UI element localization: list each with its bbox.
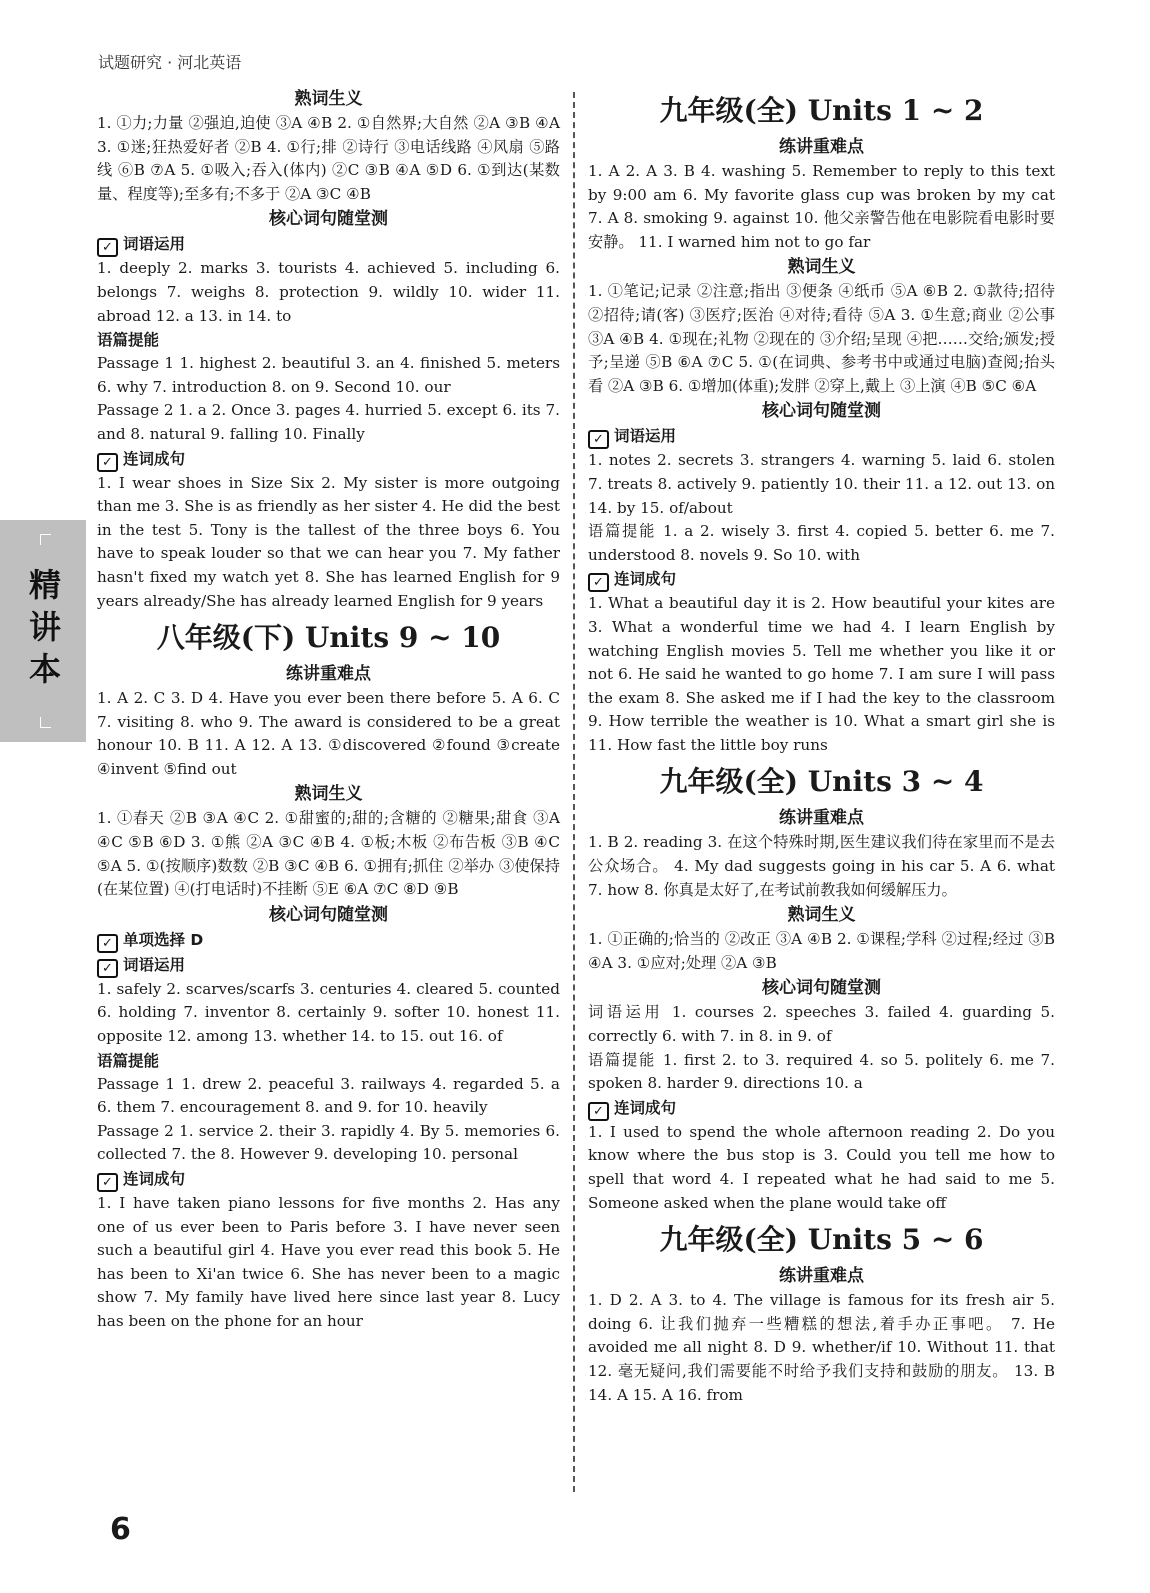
answer-paragraph: 1. D 2. A 3. to 4. The village is famous for its fresh air 5. doing 6. 让我们抛弃一些糟糕的想法,着手办正事吧。 7. He avoided me all night 8. D 9. whether/if 10. Without 11. that 12. 毫无疑问,我们需要能不时给予我们支持和鼓励的朋友。 13. B 14. A 15. A 16. from: [588, 1291, 1055, 1404]
section-heading: 熟词生义: [787, 905, 856, 926]
answer-paragraph: 1. ①正确的;恰当的 ②改正 ③A ④B 2. ①课程;学科 ②过程;经过 ③B ④A 3. ①应对;处理 ②A ③B: [588, 930, 1055, 972]
answer-paragraph: 1. deeply 2. marks 3. tourists 4. achieved 5. including 6. belongs 7. weighs 8. protection 9. wildly 10. wider 11. abroad 12. a 13. in 14. to: [97, 259, 560, 325]
answer-paragraph: 1. notes 2. secrets 3. strangers 4. warning 5. laid 6. stolen 7. treats 8. actively 9. patiently 10. their 11. a 12. out 13. on 14. by 15. of/about: [588, 451, 1055, 517]
answer-paragraph: 1. A 2. C 3. D 4. Have you ever been there before 5. A 6. C 7. visiting 8. who 9. The award is considered to be a great honour 10. B 11. A 12. A 13. ①discovered ②found ③create ④invent ⑤find out: [97, 689, 560, 778]
subsection-label: [97, 447, 560, 472]
subsection-label-text: 连词成句: [614, 570, 677, 589]
checkbox-icon: ✓: [97, 934, 118, 953]
subsection-label: [97, 928, 560, 953]
checkbox-icon: ✓: [97, 453, 118, 472]
subsection-label-text: 词语运用: [123, 235, 186, 254]
subsection-label: [588, 424, 1055, 449]
section-heading: 练讲重难点: [779, 137, 864, 157]
checkbox-icon: ✓: [588, 573, 609, 592]
answer-paragraph: 1. ①春天 ②B ③A ④C 2. ①甜蜜的;甜的;含糖的 ②糖果;甜食 ③A ④C ⑤B ⑥D 3. ①熊 ②A ③C ④B 4. ①板;木板 ②布告板 ③B ④C ⑤A 5. ①(按顺序)数数 ②B ③C ④B 6. ①拥有;抓住 ②举办 ③使保持(在某位置) ④(打电话时)不挂断 ⑤E ⑥A ⑦C ⑧D ⑨B: [97, 809, 560, 899]
subsection-label-text: 单项选择 D: [123, 930, 204, 949]
answer-paragraph: 语篇提能 1. a 2. wisely 3. first 4. copied 5. better 6. me 7. understood 8. novels 9. So 10. with: [588, 522, 1055, 564]
subsection-label: [97, 232, 560, 257]
section-heading: 练讲重难点: [779, 1266, 864, 1287]
corner-mark: [40, 534, 51, 545]
checkbox-icon: ✓: [97, 959, 118, 978]
section-heading: 核心词句随堂测: [269, 209, 388, 230]
answer-paragraph: Passage 2 1. a 2. Once 3. pages 4. hurried 5. except 6. its 7. and 8. natural 9. falling 10. Finally: [97, 401, 560, 443]
right-column: [588, 86, 1055, 1407]
checkbox-icon: ✓: [588, 430, 609, 449]
answer-paragraph: Passage 1 1. highest 2. beautiful 3. an 4. finished 5. meters 6. why 7. introduction 8. on 9. Second 10. our: [97, 354, 560, 396]
subsection-label: [97, 953, 560, 978]
unit-heading: 九年级(全) Units 1 ~ 2: [659, 94, 984, 127]
answer-paragraph: 1. B 2. reading 3. 在这个特殊时期,医生建议我们待在家里而不是去公众场合。 4. My dad suggests going in his car 5. A 6. what 7. how 8. 你真是太好了,在考试前教我如何缓解压力。: [588, 833, 1055, 899]
answer-paragraph: Passage 2 1. service 2. their 3. rapidly 4. By 5. memories 6. collected 7. the 8. However 9. developing 10. personal: [97, 1121, 560, 1164]
side-tab: [0, 520, 86, 742]
answer-paragraph: 语篇提能 1. first 2. to 3. required 4. so 5. politely 6. me 7. spoken 8. harder 9. directions 10. a: [588, 1050, 1055, 1093]
checkbox-icon: ✓: [97, 238, 118, 257]
unit-heading: 八年级(下) Units 9 ~ 10: [156, 621, 501, 655]
subsection-label-text: 连词成句: [614, 1098, 677, 1117]
page-header: 试题研究 · 河北英语: [98, 53, 242, 72]
subsection-label-text: 连词成句: [123, 449, 186, 468]
unit-heading: 九年级(全) Units 5 ~ 6: [659, 1223, 984, 1257]
subsection-label-text: 词语运用: [123, 955, 186, 974]
answer-paragraph: 词语运用 1. courses 2. speeches 3. failed 4. guarding 5. correctly 6. with 7. in 8. in 9. of: [588, 1003, 1055, 1046]
side-tab-label: 精讲本: [24, 568, 62, 694]
subsection-label: [588, 567, 1055, 592]
answer-paragraph: 1. I have taken piano lessons for five months 2. Has any one of us ever been to Paris before 3. I have never seen such a beautiful girl 4. Have you ever read this book 5. He has been to Xi'an twice 6. She has never been to a magic show 7. My family have lived here since last year 8. Lucy has been on the phone for an hour: [97, 1194, 560, 1330]
answer-paragraph: Passage 1 1. drew 2. peaceful 3. railways 4. regarded 5. a 6. them 7. encouragement 8. and 9. for 10. heavily: [97, 1074, 560, 1117]
section-heading: 练讲重难点: [286, 664, 371, 685]
answer-paragraph: 1. I wear shoes in Size Six 2. My sister is more outgoing than me 3. She is as friendly as her sister 4. He did the best in the test 5. Tony is the tallest of the three boys 6. You have to speak louder so that we can hear you 7. My father hasn't fixed my watch yet 8. She has learned English for 9 years already/She has already learned English for 9 years: [97, 473, 560, 610]
answer-paragraph: 1. What a beautiful day it is 2. How beautiful your kites are 3. What a wonderful time we had 4. I learn English by watching English movies 5. Tell me whether you like it or not 6. He said he wanted to go home 7. I am sure I will pass the exam 8. She asked me if I had the key to the classroom 9. How terrible the weather is 10. What a smart girl she is 11. How fast the little boy runs: [588, 594, 1055, 754]
left-column: [97, 86, 560, 1334]
answer-paragraph: 1. I used to spend the whole afternoon reading 2. Do you know where the bus stop is 3. Could you tell me how to spell that word 4. I repeated what he had said to me 5. Someone asked when the plane would take off: [588, 1122, 1055, 1212]
subsection-label-text: 词语运用: [614, 427, 677, 446]
unit-heading: 九年级(全) Units 3 ~ 4: [659, 765, 984, 799]
subsection-label-text: 连词成句: [123, 1170, 186, 1188]
section-heading: 熟词生义: [787, 257, 856, 278]
answer-paragraph: 1. ①力;力量 ②强迫,迫使 ③A ④B 2. ①自然界;大自然 ②A ③B ④A 3. ①迷;狂热爱好者 ②B 4. ①行;排 ②诗行 ③电话线路 ④风扇 ⑤路线 ⑥B ⑦A 5. ①吸入;吞入(体内) ②C ③B ④A ⑤D 6. ①到达(某数量、程度等);至多有;不多于 ②A ③C ④B: [97, 114, 560, 203]
answer-paragraph: 1. safely 2. scarves/scarfs 3. centuries 4. cleared 5. counted 6. holding 7. inventor 8. certainly 9. softer 10. honest 11. opposite 12. among 13. whether 14. to 15. out 16. of: [97, 979, 560, 1046]
section-heading: 熟词生义: [294, 784, 363, 805]
subsection-label-text: 语篇提能: [97, 331, 160, 350]
subsection-label: [97, 1049, 560, 1073]
column-divider: [573, 92, 575, 1492]
subsection-label: [97, 328, 560, 352]
checkbox-icon: ✓: [588, 1102, 609, 1121]
subsection-label: [97, 1167, 560, 1192]
answer-paragraph: 1. ①笔记;记录 ②注意;指出 ③便条 ④纸币 ⑤A ⑥B 2. ①款待;招待 ②招待;请(客) ③医疗;医治 ④对待;看待 ⑤A 3. ①生意;商业 ②公事 ③A ④B 4. ①现在;礼物 ②现在的 ③介绍;呈现 ④把……交给;颁发;授予;呈递 ⑤B ⑥A ⑦C 5. ①(在词典、参考书中或通过电脑)查阅;抬头看 ②A ③B 6. ①增加(体重);发胖 ②穿上,戴上 ③上演 ④B ⑤C ⑥A: [588, 282, 1055, 395]
section-heading: 熟词生义: [294, 89, 363, 109]
section-heading: 练讲重难点: [779, 808, 864, 829]
checkbox-icon: ✓: [97, 1173, 118, 1192]
subsection-label-text: 语篇提能: [97, 1051, 160, 1070]
section-heading: 核心词句随堂测: [269, 904, 388, 925]
corner-mark: [40, 717, 51, 728]
section-heading: 核心词句随堂测: [762, 978, 881, 999]
subsection-label: [588, 1096, 1055, 1121]
page-number: 6: [110, 1512, 131, 1547]
section-heading: 核心词句随堂测: [762, 401, 881, 422]
answer-paragraph: 1. A 2. A 3. B 4. washing 5. Remember to reply to this text by 9:00 am 6. My favorite glass cup was broken by my cat 7. A 8. smoking 9. against 10. 他父亲警告他在电影院看电影时要安静。 11. I warned him not to go far: [588, 162, 1055, 251]
